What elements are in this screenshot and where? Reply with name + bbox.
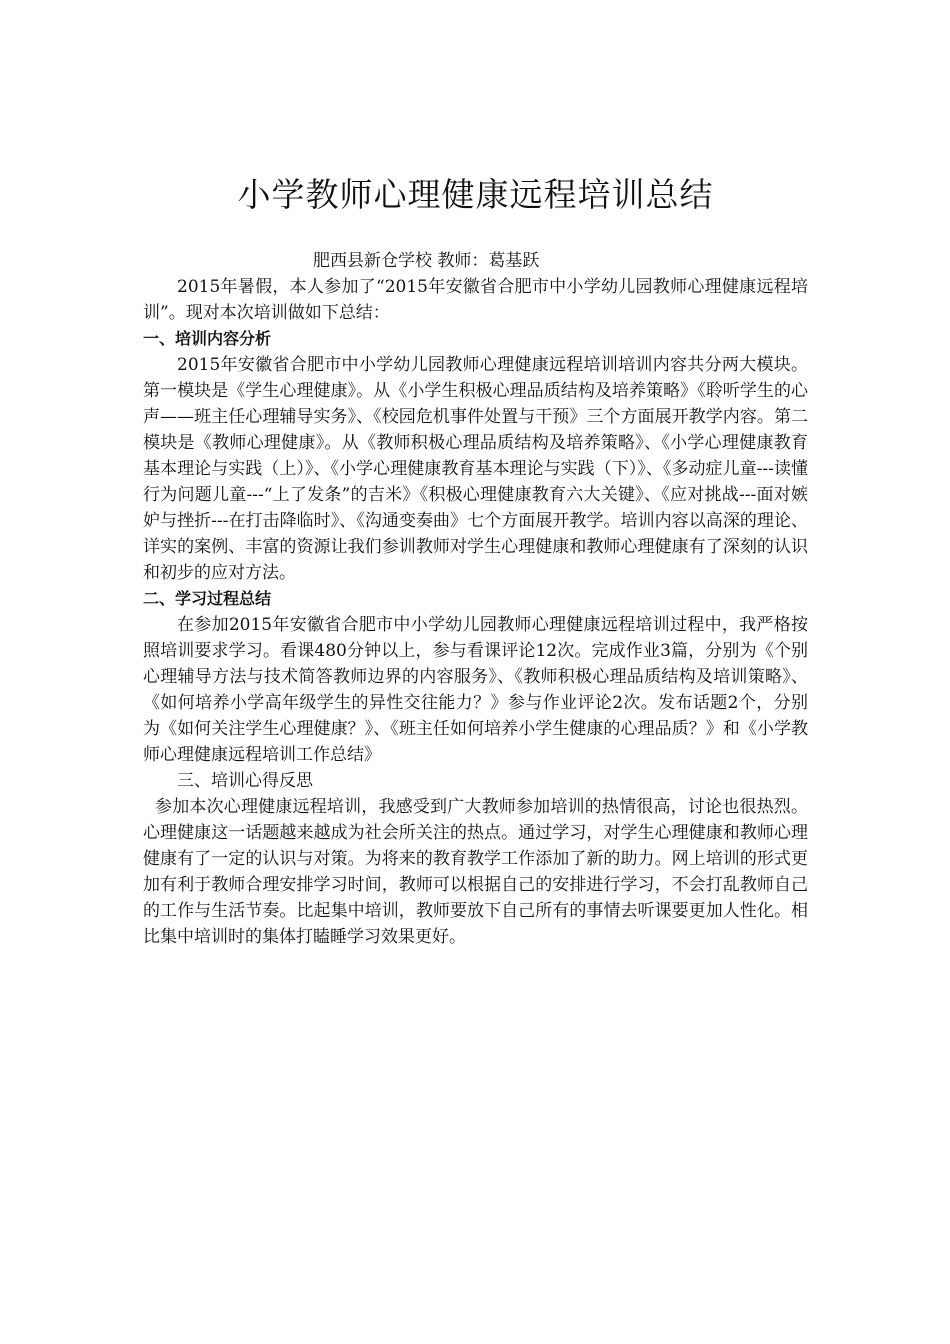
- author-line: 肥西县新仓学校 教师：葛基跃: [313, 251, 540, 271]
- section-reflection: [143, 768, 808, 950]
- section-heading: 三、培训心得反思: [177, 771, 313, 791]
- section-body: 参加本次心理健康远程培训，我感受到广大教师参加培训的热情很高，讨论也很热烈。心理健康这一话题越来越成为社会所关注的热点。通过学习，对学生心理健康和教师心理健康有了一定的认识与对策。为将来的教育教学工作添加了新的助力。网上培训的形式更加有利于教师合理安排学习时间，教师可以根据自己的安排进行学习，不会打乱教师自己的工作与生活节奏。比起集中培训，教师要放下自己所有的事情去听课要更加人性化。相比集中培训时的集体打瞌睡学习效果更好。: [143, 797, 808, 947]
- section-content-analysis: [143, 326, 808, 586]
- section-body: 2015年安徽省合肥市中小学幼儿园教师心理健康远程培训培训内容共分两大模块。第一模块是《学生心理健康》。从《小学生积极心理品质结构及培养策略》《聆听学生的心声——班主任心理辅导实务》、《校园危机事件处置与干预》三个方面展开教学内容。第二模块是《教师心理健康》。从《教师积极心理品质结构及培养策略》、《小学心理健康教育基本理论与实践（上）》、《小学心理健康教育基本理论与实践（下）》、《多动症儿童---读懂行为问题儿童---“上了发条”的吉米》《积极心理健康教育六大关键》、《应对挑战---面对嫉妒与挫折---在打击降临时》、《沟通变奏曲》七个方面展开教学。培训内容以高深的理论、详实的案例、丰富的资源让我们参训教师对学生心理健康和教师心理健康有了深刻的认识和初步的应对方法。: [143, 355, 808, 583]
- document-page: [143, 170, 808, 950]
- section-heading: 一、培训内容分析: [143, 329, 272, 348]
- section-body: 在参加2015年安徽省合肥市中小学幼儿园教师心理健康远程培训过程中，我严格按照培训要求学习。看课480分钟以上，参与看课评论12次。完成作业3篇，分别为《个别心理辅导方法与技术简答教师边界的内容服务》、《教师积极心理品质结构及培训策略》、《如何培养小学高年级学生的异性交往能力？》参与作业评论2次。发布话题2个，分别为《如何关注学生心理健康？》、《班主任如何培养小学生健康的心理品质？》和《小学教师心理健康远程培训工作总结》: [143, 615, 808, 765]
- intro-paragraph: 2015年暑假，本人参加了“2015年安徽省合肥市中小学幼儿园教师心理健康远程培训”。现对本次培训做如下总结：: [143, 277, 808, 323]
- section-heading: 二、学习过程总结: [143, 589, 272, 608]
- section-learning-process: [143, 586, 808, 768]
- document-title: 小学教师心理健康远程培训总结: [237, 175, 714, 214]
